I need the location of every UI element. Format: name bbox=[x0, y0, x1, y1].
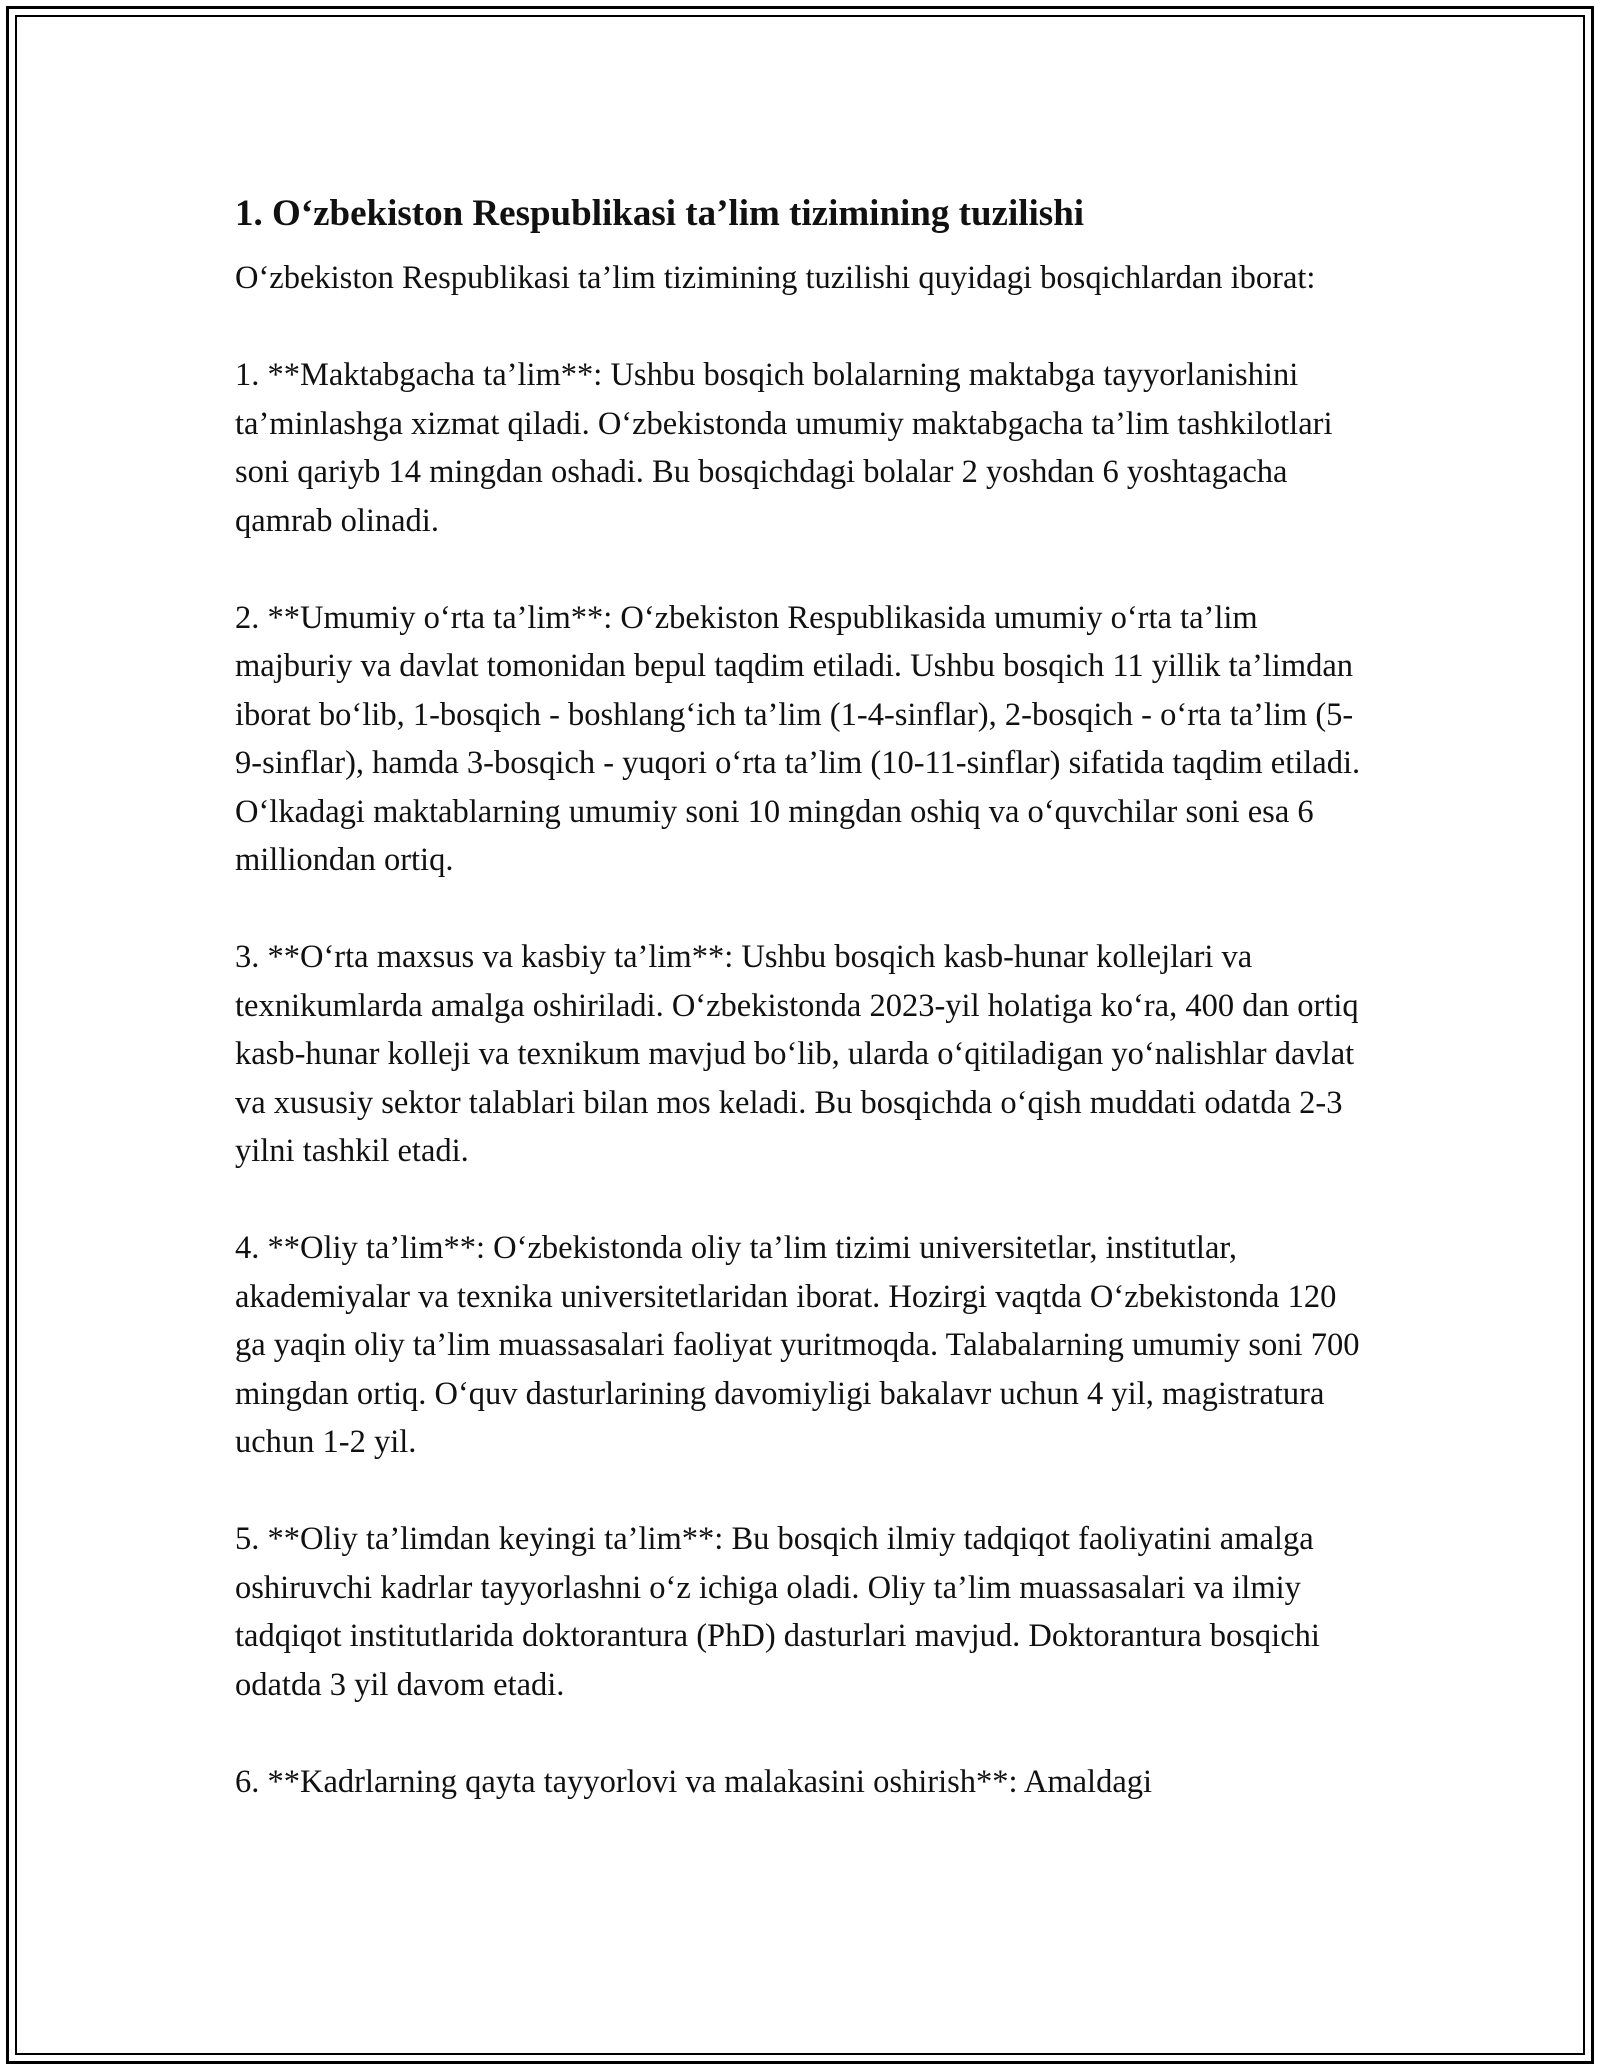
document-intro: O‘zbekiston Respublikasi ta’lim tizimining tuzilishi quyidagi bosqichlardan iborat: bbox=[235, 260, 1316, 296]
section-kadrlar: 6. **Kadrlarning qayta tayyorlovi va malakasini oshirish**: Amaldagi bbox=[235, 1763, 1153, 1800]
document-title: 1. O‘zbekiston Respublikasi ta’lim tizimining tuzilishi bbox=[235, 193, 1085, 234]
document-body bbox=[235, 188, 1370, 1855]
section-umumiy-orta: 2. **Umumiy o‘rta ta’lim**: O‘zbekiston Respublikasida umumiy o‘rta ta’lim majburiy va davlat tomonidan bepul taqdim etiladi. Ushbu bosqich 11 yillik ta’limdan iborat bo‘lib, 1-bosqich - boshlang‘ich ta’lim (1-4-sinflar), 2-bosqich - o‘rta ta’lim (5-9-sinflar), hamda 3-bosqich - yuqori o‘rta ta’lim (10-11-sinflar) sifatida taqdim etiladi. O‘lkadagi maktablarning umumiy soni 10 mingdan oshiq va o‘quvchilar soni esa 6 milliondan ortiq. bbox=[235, 599, 1361, 878]
section-orta-maxsus: 3. **O‘rta maxsus va kasbiy ta’lim**: Ushbu bosqich kasb-hunar kollejlari va texnikumlarda amalga oshiriladi. O‘zbekistonda 2023-yil holatiga ko‘ra, 400 dan ortiq kasb-hunar kolleji va texnikum mavjud bo‘lib, ularda o‘qitiladigan yo‘nalishlar davlat va xususiy sektor talablari bilan mos keladi. Bu bosqichda o‘qish muddati odatda 2-3 yilni tashkil etadi. bbox=[235, 939, 1359, 1169]
section-oliy-keyingi: 5. **Oliy ta’limdan keyingi ta’lim**: Bu bosqich ilmiy tadqiqot faoliyatini amalga oshiruvchi kadrlar tayyorlashni o‘z ichiga oladi. Oliy ta’lim muassasalari va ilmiy tadqiqot institutlarida doktorantura (PhD) dasturlari mavjud. Doktorantura bosqichi odatda 3 yil davom etadi. bbox=[235, 1521, 1320, 1703]
section-maktabgacha: 1. **Maktabgacha ta’lim**: Ushbu bosqich bolalarning maktabga tayyorlanishini ta’minlashga xizmat qiladi. O‘zbekistonda umumiy maktabgacha ta’lim tashkilotlari soni qariyb 14 mingdan oshadi. Bu bosqichdagi bolalar 2 yoshdan 6 yoshtagacha qamrab olinadi. bbox=[235, 357, 1333, 539]
section-oliy: 4. **Oliy ta’lim**: O‘zbekistonda oliy ta’lim tizimi universitetlar, institutlar, akademiyalar va texnika universitetlaridan iborat. Hozirgi vaqtda O‘zbekistonda 120 ga yaqin oliy ta’lim muassasalari faoliyat yuritmoqda. Talabalarning umumiy soni 700 mingdan ortiq. O‘quv dasturlarining davomiyligi bakalavr uchun 4 yil, magistratura uchun 1-2 yil. bbox=[235, 1230, 1360, 1460]
